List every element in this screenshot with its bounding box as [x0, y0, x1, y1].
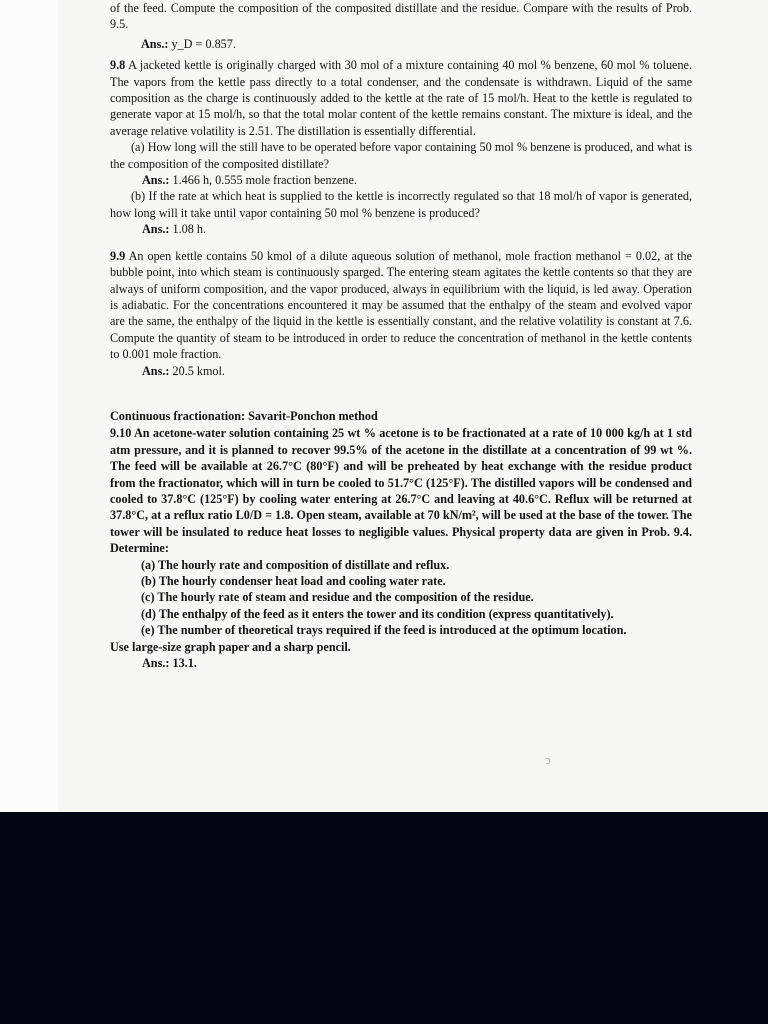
- problem-9-10-item-c: (c) The hourly rate of steam and residue and the composition of the residue.: [141, 590, 534, 605]
- problem-9-10-closing: Use large-size graph paper and a sharp pencil.: [110, 639, 351, 654]
- scan-speck: ↄ: [545, 752, 551, 767]
- answer-label: Ans.:: [141, 36, 169, 51]
- problem-number: 9.10: [110, 426, 132, 441]
- problem-9-8-answer-b: [110, 221, 692, 237]
- answer-label: Ans.:: [142, 222, 170, 237]
- problem-9-10-item-d: (d) The enthalpy of the feed as it enters the tower and its condition (express quantitatively).: [141, 606, 614, 621]
- answer-label: Ans.:: [142, 363, 170, 378]
- problem-9-9-answer: [110, 363, 692, 379]
- section-heading: Continuous fractionation: Savarit-Ponchon method: [110, 408, 378, 423]
- problem-text: An acetone-water solution containing 25 wt % acetone is to be fractionated at a rate of 10 000 kg/h at 1 std atm pressure, and it is planned to recover 99.5% of the acetone in the distillate at a concentration of 99 wt %. The feed will be available at 26.7°C (80°F) and will be preheated by heat exchange with the residue product from the fractionator, which will in turn be cooled to 51.7°C (125°F). The distilled vapors will be condensed and cooled to 37.8°C (125°F) by cooling water entering at 26.7°C and leaving at 40.6°C. Reflux will be returned at 37.8°C, at a reflux ratio L0/D = 1.8. Open steam, available at 70 kN/m², will be used at the base of the tower. The tower will be insulated to reduce heat losses to negligible values. Physical property data are given in Prob. 9.4. Determine:: [110, 426, 692, 556]
- answer-value: 13.1.: [172, 656, 197, 671]
- scan-dark-band: [0, 812, 768, 1024]
- problem-9-8-part-a: (a) How long will the still have to be operated before vapor containing 50 mol % benzene is produced, and what is the composition of the composited distillate?: [110, 140, 692, 171]
- intro-text: of the feed. Compute the composition of the composited distillate and the residue. Compare with the results of Prob. 9.5.: [110, 1, 692, 32]
- answer-value: 1.08 h.: [172, 222, 206, 237]
- problem-9-10: [110, 425, 692, 671]
- answer-label: Ans.:: [142, 656, 170, 671]
- problem-9-10-item-e: (e) The number of theoretical trays required if the feed is introduced at the optimum location.: [141, 623, 627, 638]
- page-content: [110, 0, 692, 676]
- problem-9-8: [110, 57, 692, 139]
- intro-answer: [110, 36, 692, 52]
- answer-value: 20.5 kmol.: [172, 363, 225, 378]
- problem-text: A jacketed kettle is originally charged with 30 mol of a mixture containing 40 mol % benzene, 60 mol % toluene. The vapors from the kettle pass directly to a total condenser, and the condensate is withdrawn. Liquid of the same composition as the charge is continuously added to the kettle at the rate of 15 mol/h. Heat to the kettle is regulated to generate vapor at 15 mol/h, so that the total molar content of the kettle remains constant. The mixture is ideal, and the average relative volatility is 2.51. The distillation is essentially differential.: [110, 58, 693, 138]
- answer-value: y_D = 0.857.: [171, 36, 236, 51]
- problem-9-10-answer: [110, 655, 692, 671]
- spacer: [110, 384, 692, 408]
- problem-9-8-answer-a: [110, 172, 692, 188]
- problem-number: 9.8: [110, 58, 126, 73]
- problem-number: 9.9: [110, 248, 126, 263]
- left-margin: [0, 0, 58, 812]
- answer-label: Ans.:: [142, 173, 170, 188]
- problem-9-10-body: [110, 425, 692, 556]
- problem-9-9: [110, 248, 692, 363]
- problem-9-10-item-a: (a) The hourly rate and composition of distillate and reflux.: [141, 557, 450, 572]
- problem-9-8-part-b: (b) If the rate at which heat is supplied to the kettle is incorrectly regulated so that 18 mol/h of vapor is generated, how long will it take until vapor containing 50 mol % benzene is produced?: [110, 189, 692, 220]
- problem-9-10-item-b: (b) The hourly condenser heat load and cooling water rate.: [141, 574, 446, 588]
- answer-value: 1.466 h, 0.555 mole fraction benzene.: [172, 173, 357, 188]
- problem-text: An open kettle contains 50 kmol of a dilute aqueous solution of methanol, mole fraction methanol = 0.02, at the bubble point, into which steam is continuously sparged. The entering steam agitates the kettle contents so that they are always of uniform composition, and the vapor produced, always in equilibrium with the liquid, is led away. Operation is adiabatic. For the concentrations encountered it may be assumed that the enthalpy of the steam and evolved vapor are the same, the enthalpy of the liquid in the kettle is essentially constant, and the relative volatility is constant at 7.6. Compute the quantity of steam to be introduced in order to reduce the concentration of methanol in the kettle contents to 0.001 mole fraction.: [110, 248, 692, 362]
